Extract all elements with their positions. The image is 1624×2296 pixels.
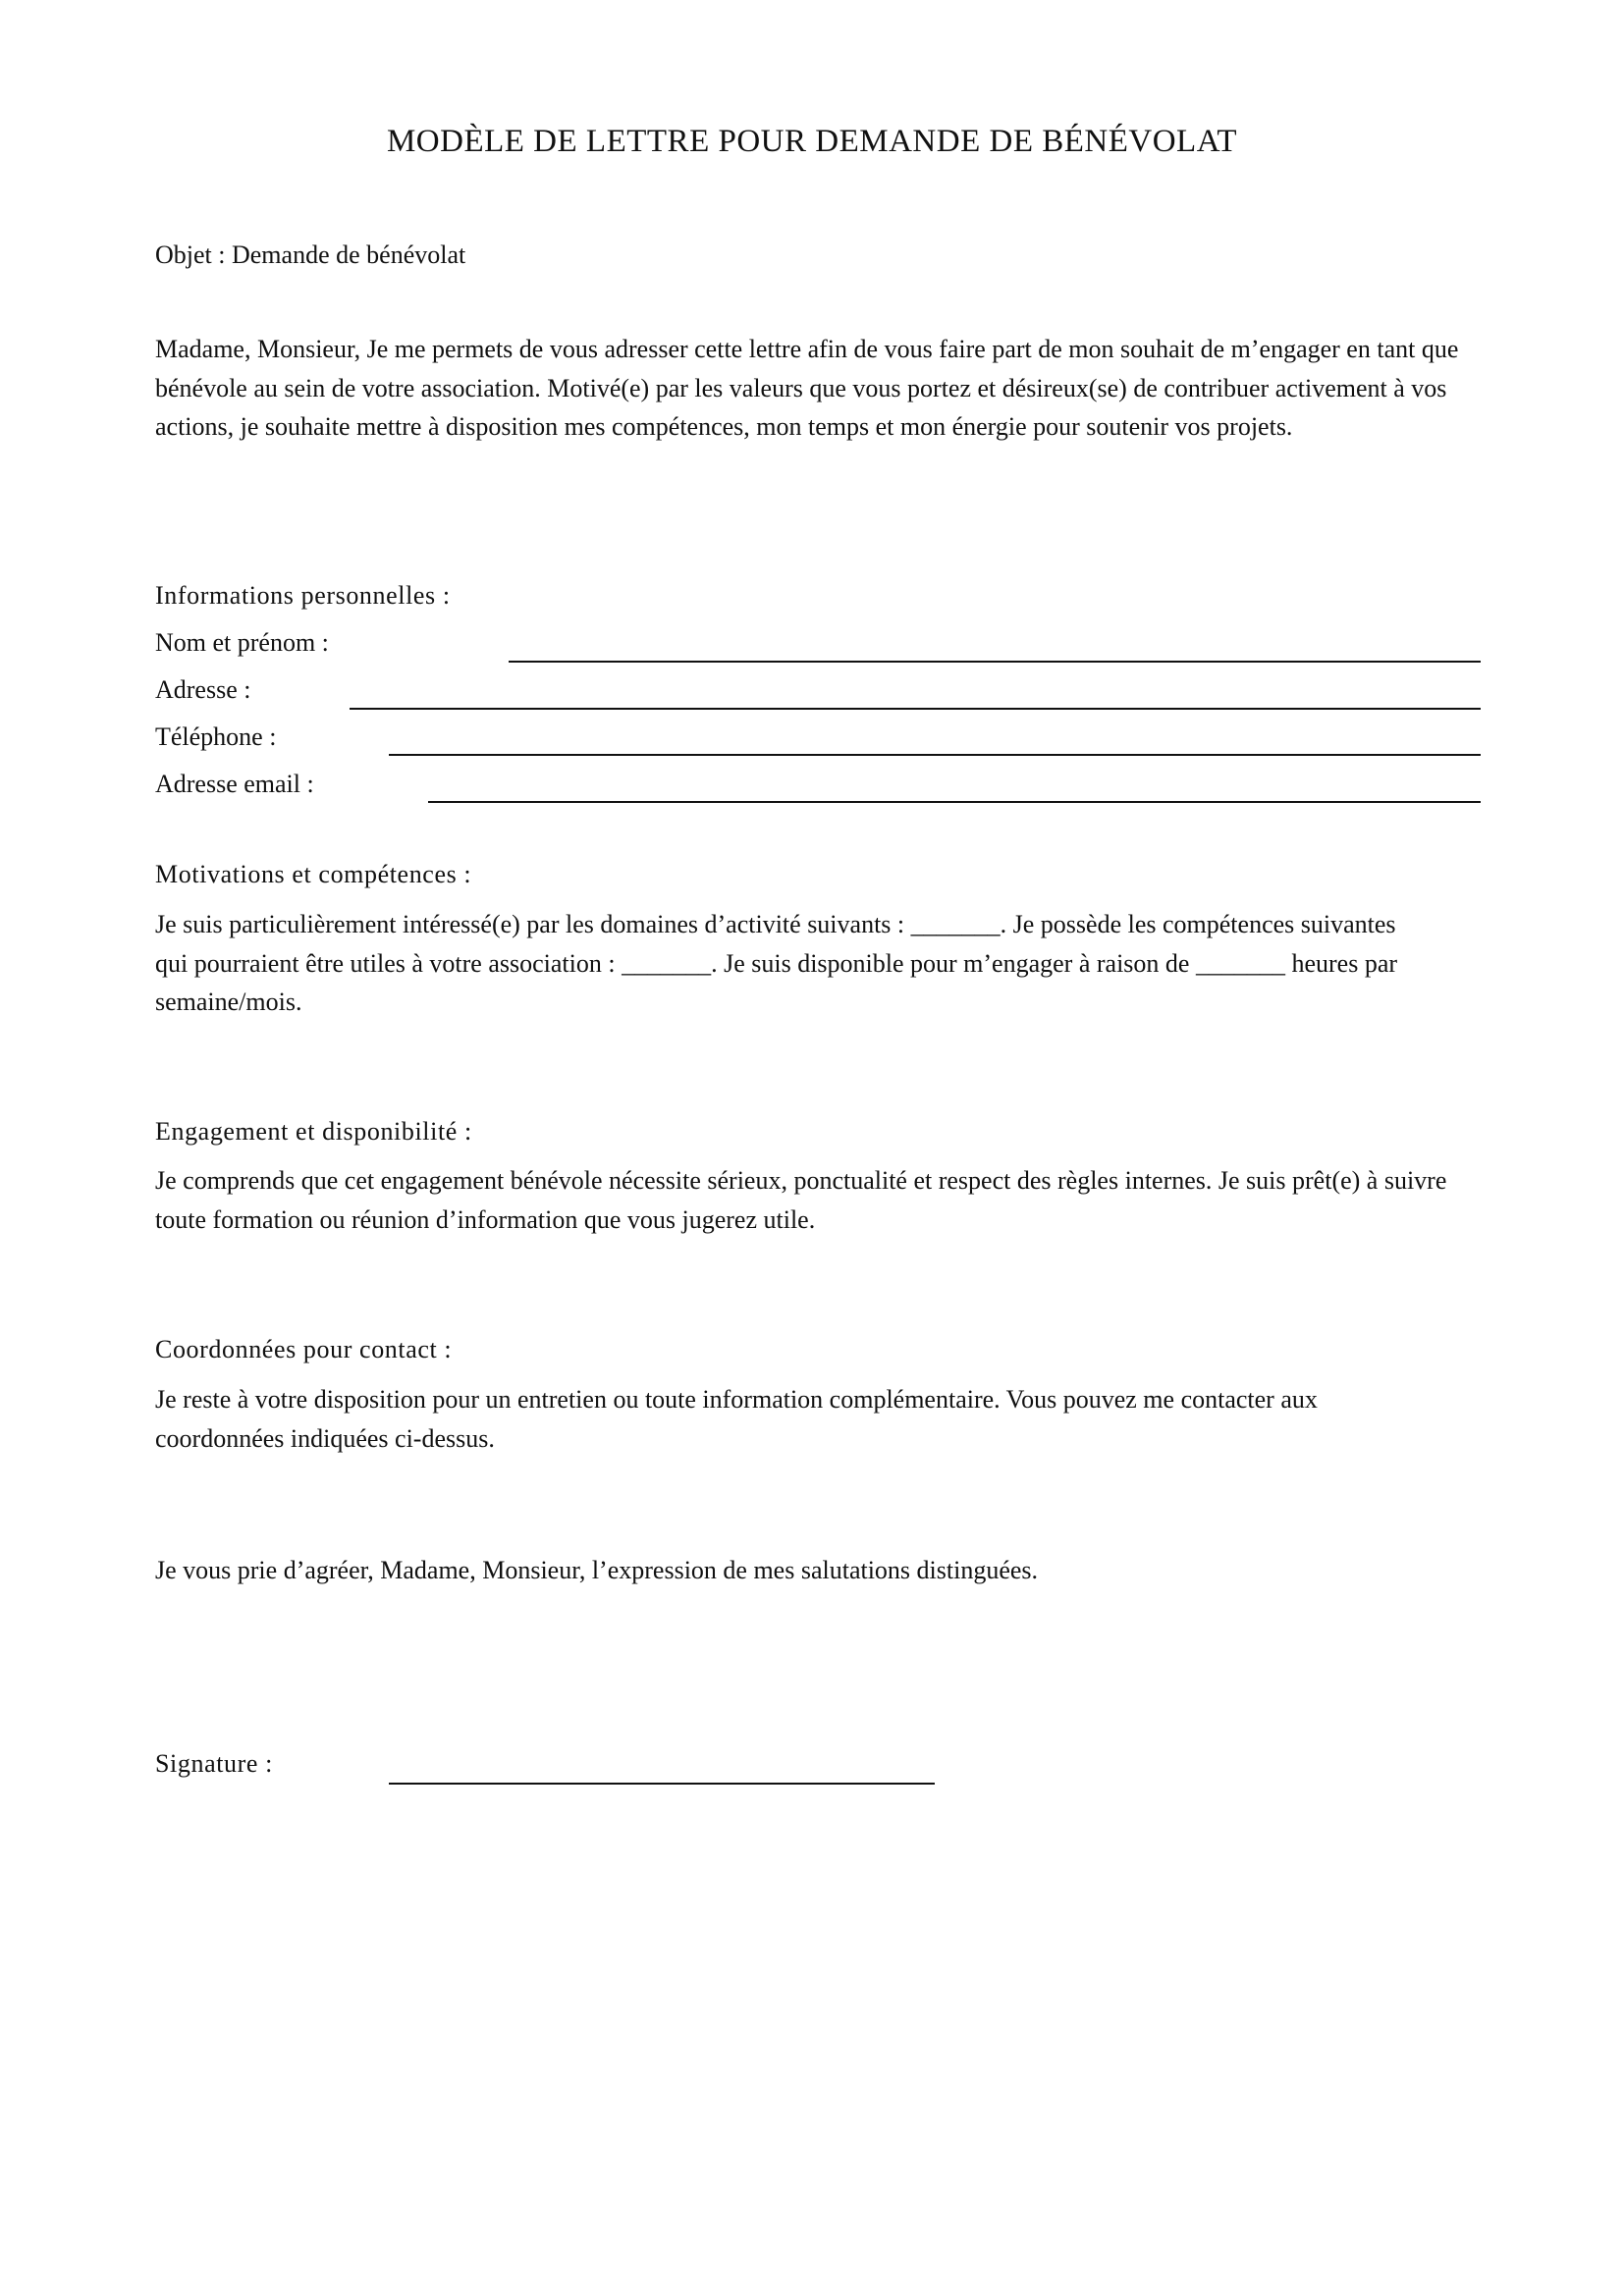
motivations-paragraph: Je suis particulièrement intéressé(e) par les domaines d’activité suivants : _______. Je possède les compétences suivantes qui pourraient être utiles à votre association : _______. Je suis disponible pour m’engager à raison de _______ heures par semaine/mois. <box>155 910 1398 1016</box>
address-label: Adresse : <box>155 675 251 704</box>
phone-label: Téléphone : <box>155 722 277 751</box>
closing-line: Je vous prie d’agréer, Madame, Monsieur, l’expression de mes salutations distinguées. <box>155 1556 1039 1584</box>
phone-field-line[interactable] <box>389 754 1481 756</box>
engagement-paragraph: Je comprends que cet engagement bénévole nécessite sérieux, ponctualité et respect des règles internes. Je suis prêt(e) à suivre toute formation ou réunion d’information que vous jugerez utile. <box>155 1166 1447 1234</box>
motivations-heading: Motivations et compétences : <box>155 860 472 888</box>
document-title: MODÈLE DE LETTRE POUR DEMANDE DE BÉNÉVOLAT <box>386 124 1238 159</box>
intro-paragraph: Madame, Monsieur, Je me permets de vous adresser cette lettre afin de vous faire part de mon souhait de m’engager en tant que bénévole au sein de votre association. Motivé(e) par les valeurs que vous portez et désireux(se) de contribuer activement à vos actions, je souhaite mettre à disposition mes compétences, mon temps et mon énergie pour soutenir vos projets. <box>155 335 1459 441</box>
contact-heading: Coordonnées pour contact : <box>155 1335 453 1363</box>
engagement-heading: Engagement et disponibilité : <box>155 1117 472 1146</box>
address-field-line[interactable] <box>350 708 1481 710</box>
subject-line: Objet : Demande de bénévolat <box>155 240 466 269</box>
contact-paragraph: Je reste à votre disposition pour un entretien ou toute information complémentaire. Vous pouvez me contacter aux coordonnées indiquées ci-dessus. <box>155 1385 1318 1453</box>
signature-line[interactable] <box>389 1783 935 1785</box>
personal-info-heading: Informations personnelles : <box>155 581 451 610</box>
name-field-line[interactable] <box>509 661 1481 663</box>
email-field-line[interactable] <box>428 801 1481 803</box>
email-label: Adresse email : <box>155 770 314 798</box>
signature-label: Signature : <box>155 1749 273 1778</box>
name-label: Nom et prénom : <box>155 628 329 657</box>
